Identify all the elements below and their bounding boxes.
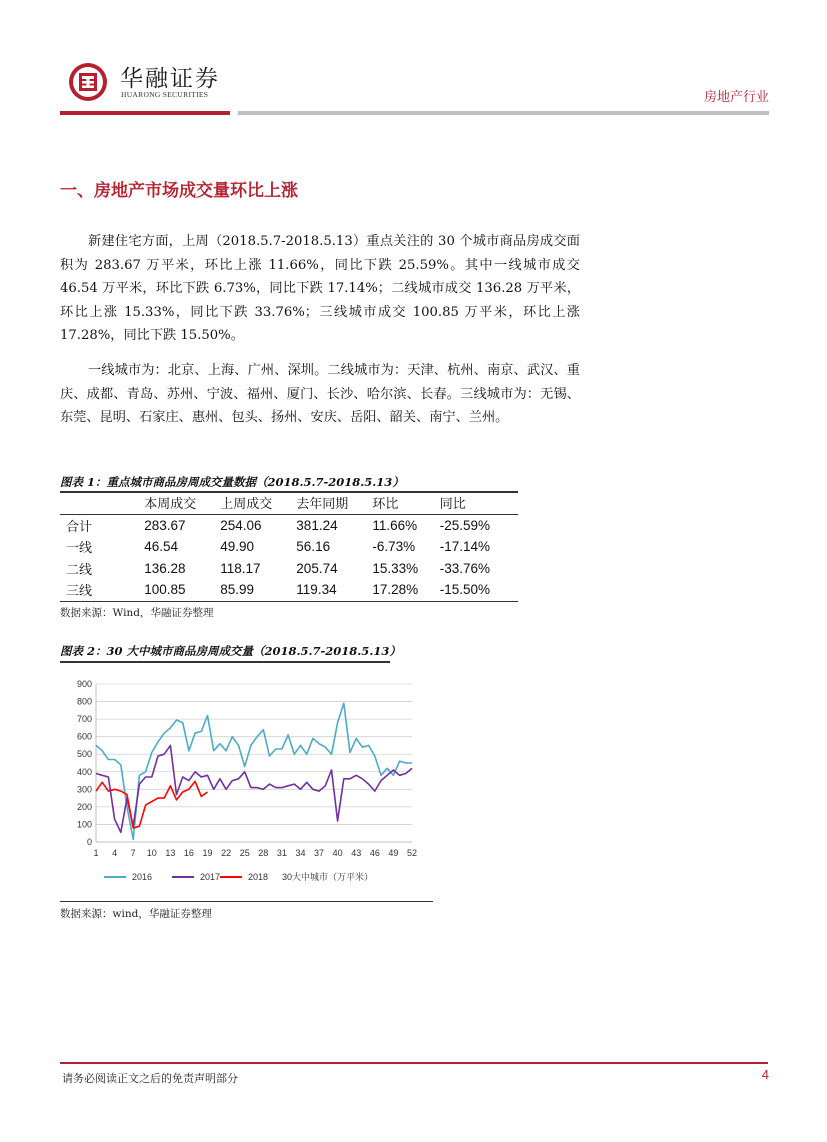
table-cell: 17.28% [372,582,419,598]
huarong-logo-icon [68,62,108,102]
table-cell: 136.28 [144,560,186,576]
table-cell: 205.74 [296,560,338,576]
y-tick-label: 200 [76,801,92,812]
x-tick-label: 10 [146,848,157,858]
footer-disclaimer: 请务必阅读正文之后的免责声明部分 [62,1072,238,1085]
x-tick-label: 49 [388,848,399,858]
x-tick-label: 13 [165,848,176,858]
y-tick-label: 600 [76,731,92,742]
table-cell: 56.16 [296,539,331,555]
table-cell: 119.34 [296,582,337,598]
x-tick-label: 28 [258,848,269,858]
series-line-2017 [96,745,412,832]
table-row [60,514,518,536]
section-title: 一、房地产市场成交量环比上涨 [60,181,298,201]
legend-label: 2016 [132,872,153,882]
table-header-cell: 上周成交 [220,497,273,513]
table-cell: 合计 [66,519,93,535]
table-cell: -15.50% [439,582,491,598]
y-tick-label: 900 [76,679,92,689]
weekly-volume-line-chart [60,668,432,900]
legend-label: 2017 [200,872,221,882]
legend-note: 30大中城市（万平米） [282,872,374,882]
x-tick-label: 1 [93,848,99,858]
table-row [60,536,518,558]
header-rule-red [60,111,230,115]
x-tick-label: 31 [276,848,287,858]
table-cell: 85.99 [220,582,255,598]
table-cell: 一线 [66,541,93,557]
x-tick-label: 19 [202,848,213,858]
table-cell: 283.67 [144,517,186,533]
x-tick-label: 4 [112,848,118,858]
table-cell: -6.73% [372,539,416,555]
table-cell: 100.85 [144,582,186,598]
page-number: 4 [761,1067,769,1082]
x-tick-label: 34 [295,848,306,858]
figure2-caption-rule [60,661,390,663]
x-tick-label: 37 [314,848,325,858]
table-cell: 二线 [66,562,93,578]
table-header-cell: 同比 [439,497,466,513]
figure2-bottom-rule [60,901,433,902]
table-cell: 118.17 [220,560,261,576]
x-tick-label: 46 [369,848,380,858]
table-row [60,558,518,580]
x-tick-label: 22 [221,848,232,858]
table-cell: 15.33% [372,560,419,576]
y-tick-label: 800 [76,696,92,707]
table-cell: 46.54 [144,539,178,555]
y-tick-label: 500 [76,749,92,760]
brand-name-en: HUARONG SECURITIES [121,90,209,99]
table-header-cell: 本周成交 [144,497,197,513]
table-cell: 三线 [66,584,93,600]
series-line-2016 [96,703,412,839]
table1-source: 数据来源：Wind，华融证券整理 [60,607,214,619]
industry-label: 房地产行业 [703,90,769,105]
legend-label: 2018 [248,872,269,882]
x-tick-label: 43 [351,848,362,858]
paragraph-city-tiers: 一线城市为：北京、上海、广州、深圳。二线城市为：天津、杭州、南京、武汉、重庆、成都、青岛、苏州、宁波、福州、厦门、长沙、哈尔滨、长春。三线城市为：无锡、东莞、昆明、石家庄、惠州、包头、扬州、安庆、岳阳、韶关、南宁、兰州。 [60,363,580,425]
footer-rule [60,1062,768,1064]
paragraph-new-housing: 新建住宅方面，上周（2018.5.7-2018.5.13）重点关注的 30 个城市商品房成交面积为 283.67 万平米，环比上涨 11.66%，同比下跌 25.59%。其中一线城市成交 46.54 万平米，环比下跌 6.73%，同比下跌 17.14%；二线城市成交 136.28 万平米，环比上涨 15.33%，同比下跌 33.76%；三线城市成交 100.85 万平米，环比上涨 17.28%，同比下跌 15.50%。 [60,234,580,343]
figure2-source: 数据来源：wind，华融证券整理 [60,908,212,920]
table-header-row [60,492,518,514]
x-tick-label: 25 [239,848,250,858]
table-header-cell: 环比 [372,497,399,513]
y-tick-label: 700 [76,714,92,725]
table-cell: -25.59% [439,517,491,533]
weekly-transactions-table [60,492,518,602]
table-row [60,579,518,601]
table-cell: 49.90 [220,539,255,555]
table-cell: 11.66% [372,517,418,533]
brand-name-cn: 华融证券 [120,66,220,92]
y-tick-label: 400 [76,766,92,777]
table-cell: 254.06 [220,517,262,533]
header-rule-grey [238,111,769,115]
y-tick-label: 300 [76,784,92,795]
table1-caption: 图表 1：重点城市商品房周成交量数据（2018.5.7-2018.5.13） [60,475,404,489]
table-cell: -33.76% [439,560,491,576]
table-header-cell: 去年同期 [296,497,349,513]
x-tick-label: 40 [332,848,343,858]
x-tick-label: 52 [406,848,418,858]
table-cell: -17.14% [439,539,491,555]
x-tick-label: 16 [183,848,194,858]
table-cell: 381.24 [296,517,338,533]
table-header-cell [60,492,144,514]
x-tick-label: 7 [130,848,136,858]
y-tick-label: 100 [76,819,92,830]
figure2-caption: 图表 2：30 大中城市商品房周成交量（2018.5.7-2018.5.13） [60,644,401,658]
y-tick-label: 0 [86,837,92,847]
